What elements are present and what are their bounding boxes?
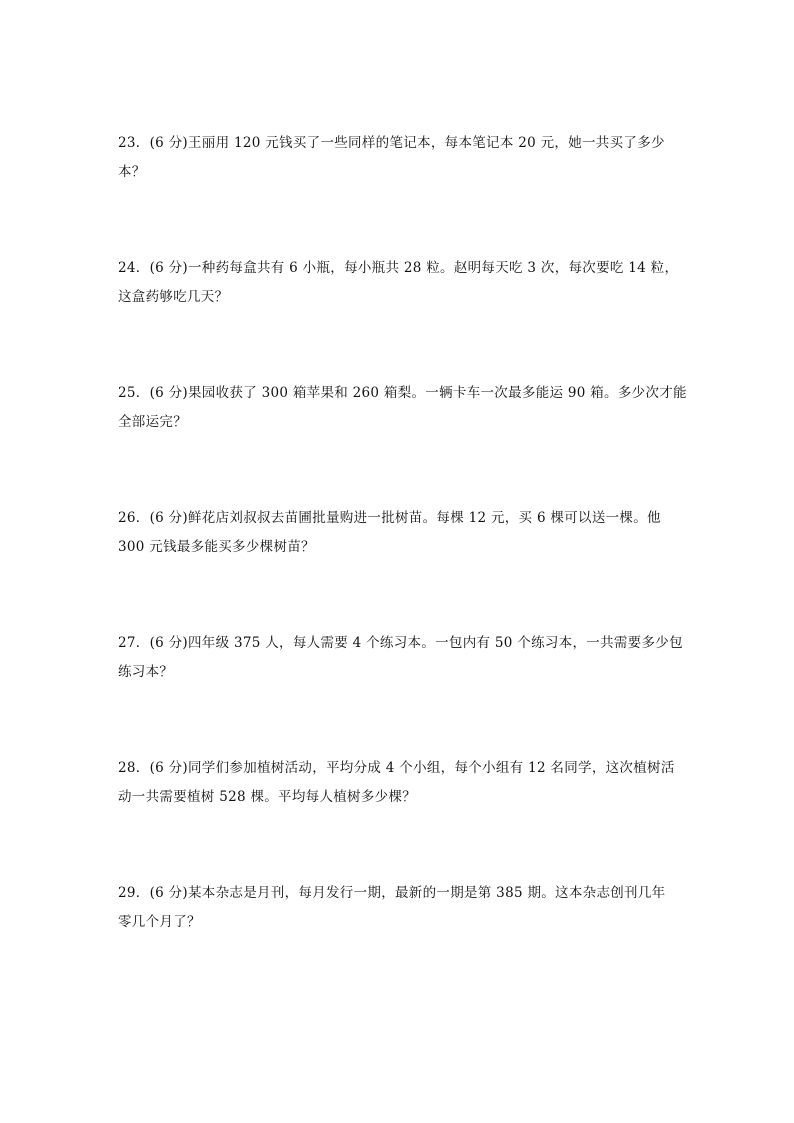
question-27-line-1: 27．(6 分)四年级 375 人，每人需要 4 个练习本。一包内有 50 个练习本，一共需要多少包 bbox=[118, 635, 683, 651]
question-24-line-2: 这盒药够吃几天？ bbox=[118, 289, 229, 305]
question-28 bbox=[118, 754, 678, 812]
question-28-line-1: 28．(6 分)同学们参加植树活动，平均分成 4 个小组，每个小组有 12 名同学，这次植树活 bbox=[118, 760, 675, 776]
question-23 bbox=[118, 129, 678, 187]
question-27 bbox=[118, 629, 683, 687]
question-25 bbox=[118, 379, 687, 437]
question-29 bbox=[118, 879, 678, 937]
question-29-line-1: 29．(6 分)某本杂志是月刊，每月发行一期，最新的一期是第 385 期。这本杂志创刊几年 bbox=[118, 885, 666, 901]
question-27-line-2: 练习本？ bbox=[118, 664, 174, 680]
question-26 bbox=[118, 504, 678, 562]
question-26-line-2: 300 元钱最多能买多少棵树苗？ bbox=[118, 539, 315, 555]
question-26-line-1: 26．(6 分)鲜花店刘叔叔去苗圃批量购进一批树苗。每棵 12 元，买 6 棵可以送一棵。他 bbox=[118, 510, 661, 526]
question-29-line-2: 零几个月了？ bbox=[118, 914, 201, 930]
question-24-line-1: 24．(6 分)一种药每盒共有 6 小瓶，每小瓶共 28 粒。赵明每天吃 3 次，每次要吃 14 粒， bbox=[118, 260, 679, 276]
question-28-line-2: 动一共需要植树 528 棵。平均每人植树多少棵？ bbox=[118, 789, 417, 805]
question-23-line-2: 本？ bbox=[118, 164, 146, 180]
question-25-line-1: 25．(6 分)果园收获了 300 箱苹果和 260 箱梨。一辆卡车一次最多能运 90 箱。多少次才能 bbox=[118, 385, 687, 401]
question-24 bbox=[118, 254, 678, 312]
question-23-line-1: 23．(6 分)王丽用 120 元钱买了一些同样的笔记本，每本笔记本 20 元，她一共买了多少 bbox=[118, 135, 665, 151]
question-25-line-2: 全部运完？ bbox=[118, 414, 187, 430]
